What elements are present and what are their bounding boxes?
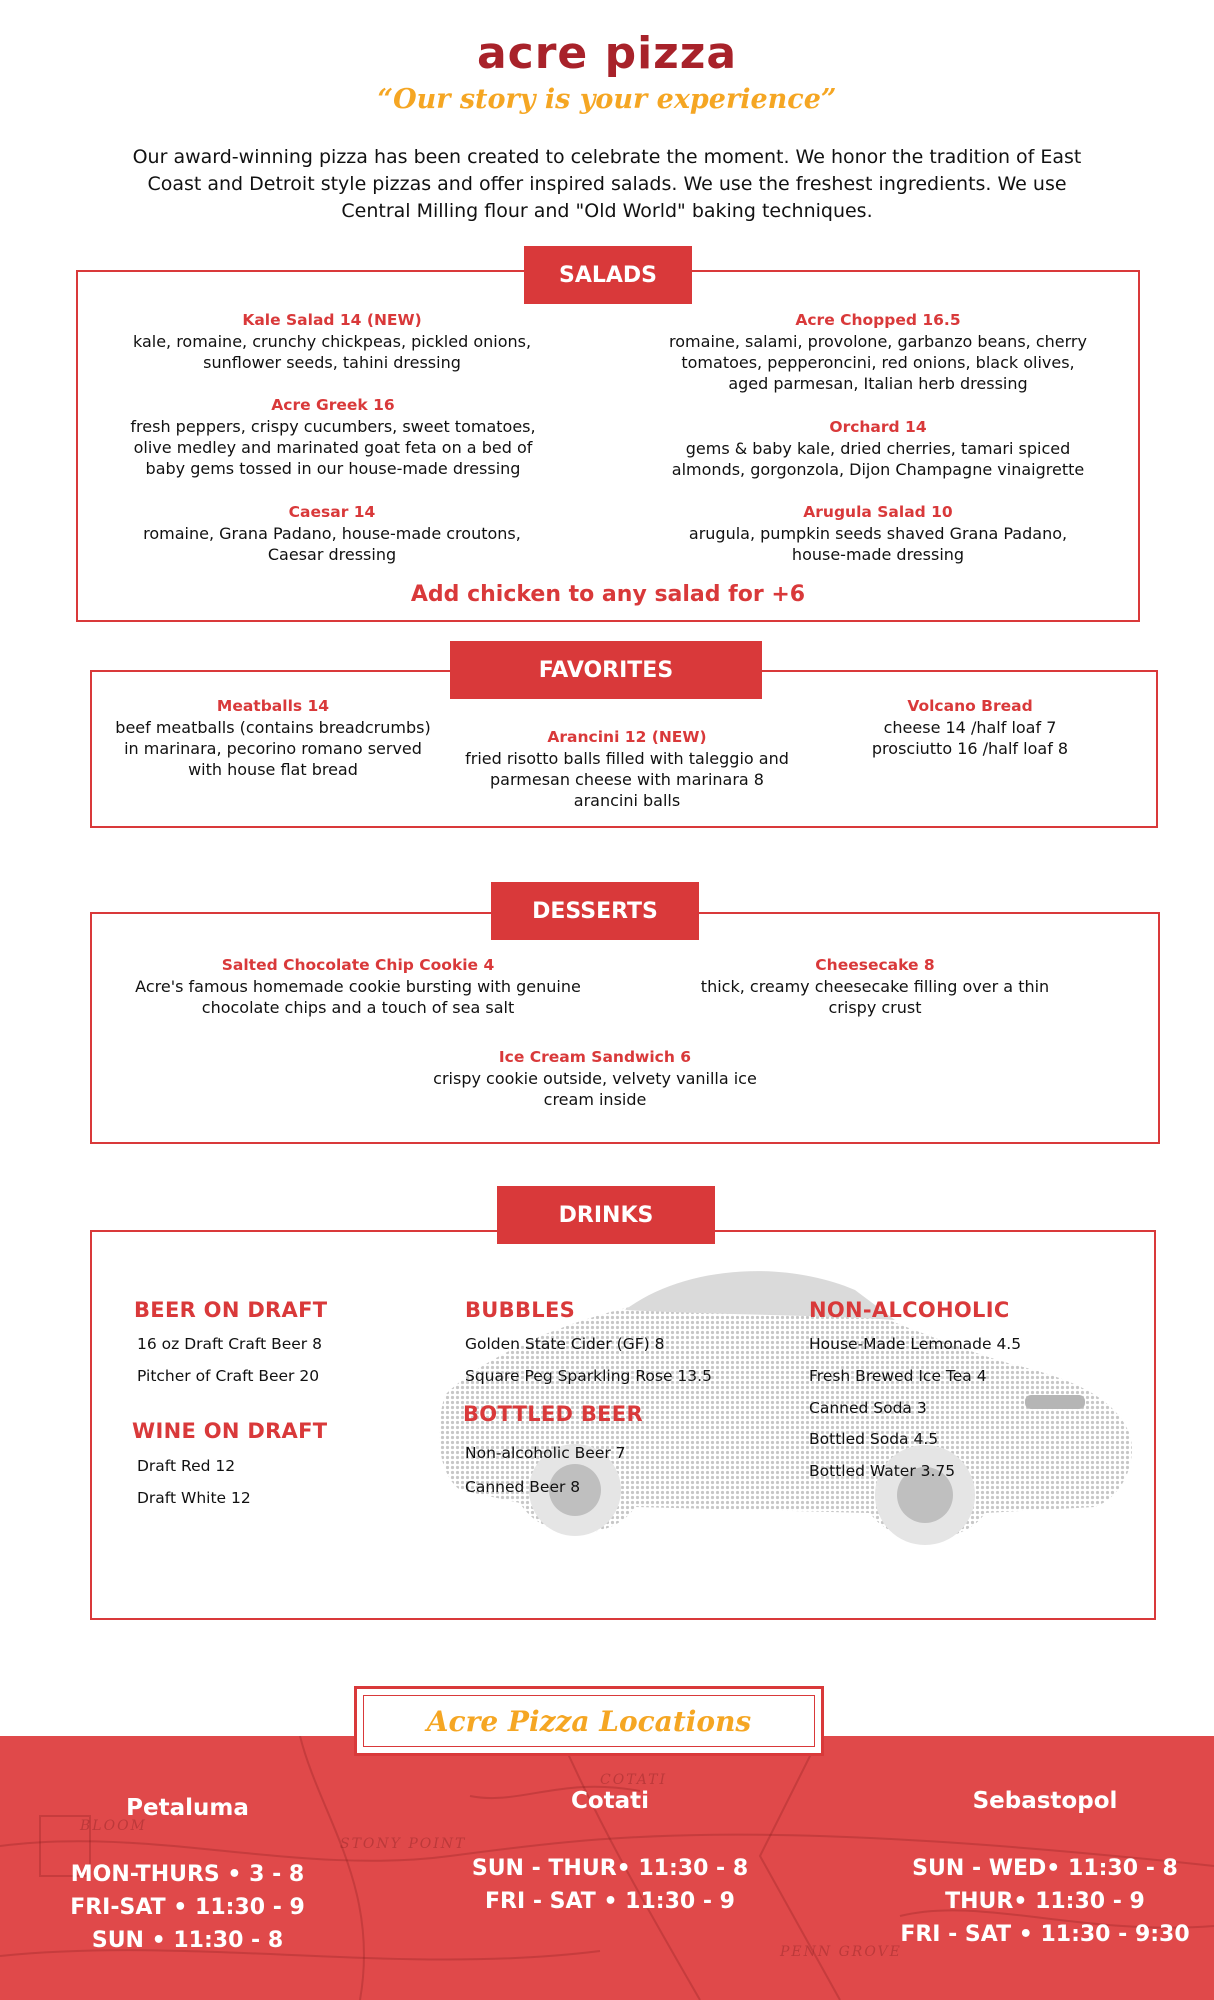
item-description: romaine, Grana Padano, house-made croutons, Caesar dressing xyxy=(143,524,521,564)
item-name: Meatballs 14 xyxy=(216,697,330,715)
location-hours-petaluma xyxy=(40,1858,335,1957)
menu-item xyxy=(668,310,1088,394)
item-description: romaine, salami, provolone, garbanzo beans, cherry tomatoes, pepperoncini, red onions, black olives, aged parmesan, Italian herb dressing xyxy=(669,332,1087,393)
item-name: Arancini 12 (NEW) xyxy=(547,728,707,746)
item-name: Acre Greek 16 xyxy=(271,396,395,414)
item-description: beef meatballs (contains breadcrumbs) in marinara, pecorino romano served with house flat bread xyxy=(115,718,431,779)
item-description: arugula, pumpkin seeds shaved Grana Padano, house-made dressing xyxy=(688,524,1068,564)
item-name: Arugula Salad 10 xyxy=(803,503,953,521)
item-name: Orchard 14 xyxy=(829,418,927,436)
salad-addon-note: Add chicken to any salad for +6 xyxy=(410,582,806,607)
menu-item xyxy=(668,417,1088,480)
drinks-heading: DRINKS xyxy=(497,1186,715,1244)
map-label: PENN GROVE xyxy=(780,1944,902,1960)
item-description: Acre's famous homemade cookie bursting with genuine chocolate chips and a touch of sea salt xyxy=(135,977,581,1017)
item-name: Cheesecake 8 xyxy=(815,956,935,974)
item-name: Caesar 14 xyxy=(288,503,376,521)
drink-item: Draft White 12 xyxy=(137,1489,251,1507)
bubbles-heading: BUBBLES xyxy=(465,1298,576,1322)
drink-item: Non-alcoholic Beer 7 xyxy=(465,1444,626,1462)
menu-item xyxy=(462,727,792,811)
location-city-sebastopol: Sebastopol xyxy=(972,1788,1118,1814)
bottled-beer-heading: BOTTLED BEER xyxy=(463,1402,643,1426)
menu-item xyxy=(430,1047,760,1110)
drink-item: Bottled Soda 4.5 xyxy=(809,1430,939,1448)
drink-item: Golden State Cider (GF) 8 xyxy=(465,1335,665,1353)
item-price-line: prosciutto 16 /half loaf 8 xyxy=(871,739,1069,758)
drink-item: Canned Soda 3 xyxy=(809,1399,927,1417)
location-hours-cotati xyxy=(440,1852,780,1918)
item-name: Acre Chopped 16.5 xyxy=(795,311,961,329)
drink-item: Draft Red 12 xyxy=(137,1457,236,1475)
item-description: crispy cookie outside, velvety vanilla ice cream inside xyxy=(433,1069,757,1109)
item-price-line: cheese 14 /half loaf 7 xyxy=(883,718,1057,737)
hours-line: FRI - SAT • 11:30 - 9 xyxy=(485,1889,735,1914)
drink-item: House-Made Lemonade 4.5 xyxy=(809,1335,1022,1353)
menu-item xyxy=(108,696,438,780)
map-label: BLOOM xyxy=(80,1818,147,1834)
map-label: STONY POINT xyxy=(340,1836,467,1852)
hours-line: FRI - SAT • 11:30 - 9:30 xyxy=(900,1922,1190,1947)
location-city-cotati: Cotati xyxy=(570,1788,650,1814)
drink-item: Bottled Water 3.75 xyxy=(809,1462,956,1480)
restaurant-title: acre pizza xyxy=(476,28,738,79)
hours-line: SUN - WED• 11:30 - 8 xyxy=(912,1856,1178,1881)
location-city-petaluma: Petaluma xyxy=(126,1795,249,1821)
intro-paragraph: Our award-winning pizza has been created to celebrate the moment. We honor the tradition of East Coast and Detroit style pizzas and offer inspired salads. We use the freshest ingredients. We use Central Milling flour and "Old World" baking techniques. xyxy=(132,146,1082,222)
hours-line: SUN • 11:30 - 8 xyxy=(91,1928,284,1953)
hours-line: MON-THURS • 3 - 8 xyxy=(70,1862,305,1887)
hours-line: FRI-SAT • 11:30 - 9 xyxy=(70,1895,305,1920)
item-description: fresh peppers, crispy cucumbers, sweet tomatoes, olive medley and marinated goat feta on a bed of baby gems tossed in our house-made dressing xyxy=(130,417,536,478)
tagline: “Our story is your experience” xyxy=(377,84,837,115)
drink-item: 16 oz Draft Craft Beer 8 xyxy=(137,1335,322,1353)
favorites-heading: FAVORITES xyxy=(450,641,762,699)
drink-item: Pitcher of Craft Beer 20 xyxy=(137,1367,320,1385)
wine-on-draft-heading: WINE ON DRAFT xyxy=(132,1419,328,1443)
hours-line: THUR• 11:30 - 9 xyxy=(945,1889,1145,1914)
salads-heading: SALADS xyxy=(524,246,692,304)
menu-item xyxy=(700,955,1050,1018)
non-alcoholic-heading: NON-ALCOHOLIC xyxy=(809,1298,1010,1322)
drink-item: Canned Beer 8 xyxy=(465,1478,581,1496)
item-description: fried risotto balls filled with taleggio and parmesan cheese with marinara 8 arancini balls xyxy=(465,749,789,810)
item-name: Salted Chocolate Chip Cookie 4 xyxy=(221,956,495,974)
map-label: COTATI xyxy=(600,1772,667,1788)
menu-item xyxy=(128,395,538,479)
menu-item xyxy=(132,502,532,565)
item-description: thick, creamy cheesecake filling over a thin crispy crust xyxy=(700,977,1050,1017)
desserts-heading: DESSERTS xyxy=(491,882,699,940)
locations-title-frame xyxy=(354,1686,824,1756)
item-description: kale, romaine, crunchy chickpeas, pickled onions, sunflower seeds, tahini dressing xyxy=(132,332,532,372)
item-name: Kale Salad 14 (NEW) xyxy=(242,311,422,329)
menu-item xyxy=(128,955,588,1018)
menu-item xyxy=(132,310,532,373)
locations-title: Acre Pizza Locations xyxy=(363,1695,815,1747)
drink-item: Square Peg Sparkling Rose 13.5 xyxy=(465,1367,712,1385)
drink-item: Fresh Brewed Ice Tea 4 xyxy=(809,1367,987,1385)
location-hours-sebastopol xyxy=(880,1852,1210,1951)
beer-on-draft-heading: BEER ON DRAFT xyxy=(134,1298,328,1322)
hours-line: SUN - THUR• 11:30 - 8 xyxy=(471,1856,749,1881)
menu-item xyxy=(840,696,1100,759)
item-name: Volcano Bread xyxy=(907,697,1033,715)
item-name: Ice Cream Sandwich 6 xyxy=(498,1048,692,1066)
menu-item xyxy=(668,502,1088,565)
item-description: gems & baby kale, dried cherries, tamari spiced almonds, gorgonzola, Dijon Champagne vinaigrette xyxy=(671,439,1085,479)
